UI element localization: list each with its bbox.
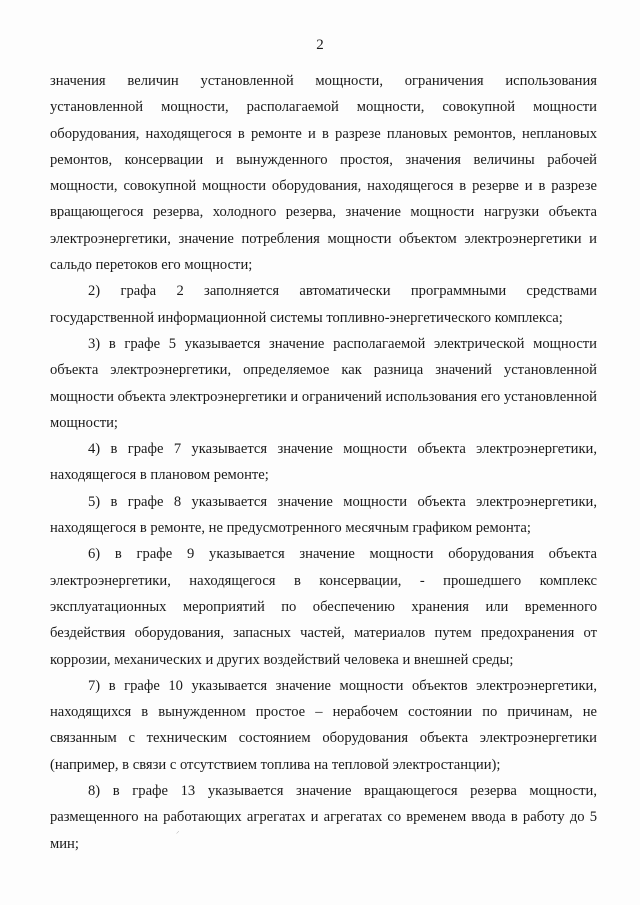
paragraph-item-2: 2) графа 2 заполняется автоматически программными средствами государственной информационной системы топливно-энергетического комплекса; xyxy=(50,283,597,326)
paragraph-1: значения величин установленной мощности, ограничения использования установленной мощности, располагаемой мощности, совокупной мощности оборудования, находящегося в ремонте и в разрезе плановых ремонтов, неплановых ремонтов, консервации и вынужденного простоя, значения величины рабочей мощности, совокупной мощности оборудования, находящегося в резерве и в разрезе вращающегося резерва, холодного резерва, значение мощности нагрузки объекта электроэнергетики, значение потребления мощности объектом электроэнергетики и сальдо перетоков его мощности; xyxy=(50,73,597,274)
document-body xyxy=(50,68,597,857)
paragraph-item-7: 7) в графе 10 указывается значение мощности объектов электроэнергетики, находящихся в вынужденном простое – нерабочем состоянии по причинам, не связанным с техническим состоянием оборудования объекта электроэнергетики (например, в связи с отсутствием топлива на тепловой электростанции); xyxy=(50,677,597,773)
paragraph-item-8: 8) в графе 13 указывается значение вращающегося резерва мощности, размещенного на работающих агрегатах и агрегатах со временем ввода в работу до 5 мин; xyxy=(50,783,597,852)
paragraph-item-3: 3) в графе 5 указывается значение располагаемой электрической мощности объекта электроэнергетики, определяемое как разница значений установленной мощности объекта электроэнергетики и ограничений использования его установленной мощности; xyxy=(50,335,597,431)
paragraph-item-4: 4) в графе 7 указывается значение мощности объекта электроэнергетики, находящегося в плановом ремонте; xyxy=(50,441,597,484)
paragraph-item-6: 6) в графе 9 указывается значение мощности оборудования объекта электроэнергетики, находящегося в консервации, - прошедшего комплекс эксплуатационных мероприятий по обеспечению хранения или временного бездействия оборудования, запасных частей, материалов путем предохранения от коррозии, механических и других воздействий человека и внешней среды; xyxy=(50,546,597,668)
page-number: 2 xyxy=(316,37,324,53)
paragraph-item-5: 5) в графе 8 указывается значение мощности объекта электроэнергетики, находящегося в ремонте, не предусмотренного месячным графиком ремонта; xyxy=(50,493,597,537)
scan-speck-mark: ⸝ xyxy=(176,827,180,835)
